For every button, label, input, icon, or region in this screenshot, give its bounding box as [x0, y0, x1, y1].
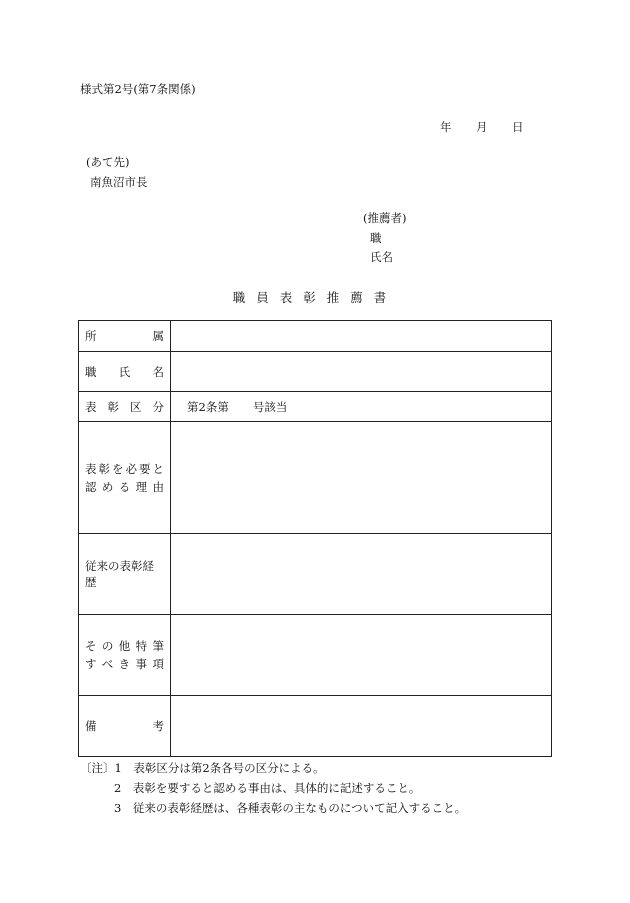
recommendation-form-table — [78, 320, 552, 757]
form-number: 様式第2号(第7条関係) — [80, 82, 196, 96]
category-field[interactable] — [171, 392, 552, 422]
remarks-field[interactable] — [171, 696, 552, 757]
full-name-field[interactable] — [171, 352, 552, 392]
recommender-name-field[interactable]: 氏名 — [370, 250, 393, 264]
addressee-label: (あて先) — [86, 155, 130, 169]
history-row — [79, 534, 552, 615]
label-char: 表 — [85, 399, 97, 414]
label-char: 所 — [85, 329, 97, 343]
reason-label-line1: 表彰を必要と — [85, 461, 164, 476]
date-year-field[interactable]: 年 — [440, 120, 452, 134]
reason-field[interactable] — [171, 422, 552, 534]
reason-label-line2: 認める理由 — [85, 479, 164, 494]
note-line-3: 3 従来の表彰経歴は、各種表彰の主なものについて記入すること。 — [114, 801, 467, 815]
history-label: 従来の表彰経歴 — [79, 534, 171, 615]
notable-field[interactable] — [171, 615, 552, 696]
reason-label — [79, 422, 171, 534]
history-field[interactable] — [171, 534, 552, 615]
label-char: 考 — [152, 719, 164, 733]
addressee-name: 南魚沼市長 — [90, 175, 148, 189]
notable-label — [79, 615, 171, 696]
label-char: 属 — [152, 329, 164, 343]
label-char: 備 — [85, 719, 97, 733]
label-char: 名 — [152, 364, 164, 379]
label-char: 彰 — [107, 399, 119, 414]
affiliation-label — [79, 321, 171, 352]
reason-row — [79, 422, 552, 534]
label-char: 氏 — [118, 364, 131, 379]
recommender-position-field[interactable]: 職 — [370, 231, 382, 245]
full-name-row — [79, 352, 552, 392]
recommender-label: (推薦者) — [363, 211, 407, 225]
remarks-label — [79, 696, 171, 757]
full-name-label — [79, 352, 171, 392]
affiliation-field[interactable] — [171, 321, 552, 352]
remarks-row — [79, 696, 552, 757]
notable-label-line2: すべき事項 — [85, 657, 164, 671]
category-prefix: 第2条第 — [187, 399, 229, 414]
date-month-field[interactable]: 月 — [476, 120, 488, 134]
notable-label-line1: その他特筆 — [85, 639, 164, 653]
notes — [80, 758, 466, 818]
category-label — [79, 392, 171, 422]
notable-row — [79, 615, 552, 696]
document-title: 職員表彰推薦書 — [232, 290, 398, 305]
label-char: 分 — [152, 399, 164, 414]
label-char: 職 — [85, 364, 97, 379]
affiliation-row — [79, 321, 552, 352]
category-row — [79, 392, 552, 422]
date-day-field[interactable]: 日 — [512, 120, 524, 134]
label-char: 区 — [130, 399, 142, 414]
category-suffix: 号該当 — [252, 399, 288, 414]
note-line-2: 2 表彰を要すると認める事由は、具体的に記述すること。 — [114, 781, 421, 795]
note-line-1: 〔注〕1 表彰区分は第2条各号の区分による。 — [80, 761, 325, 775]
date-line — [440, 119, 524, 135]
